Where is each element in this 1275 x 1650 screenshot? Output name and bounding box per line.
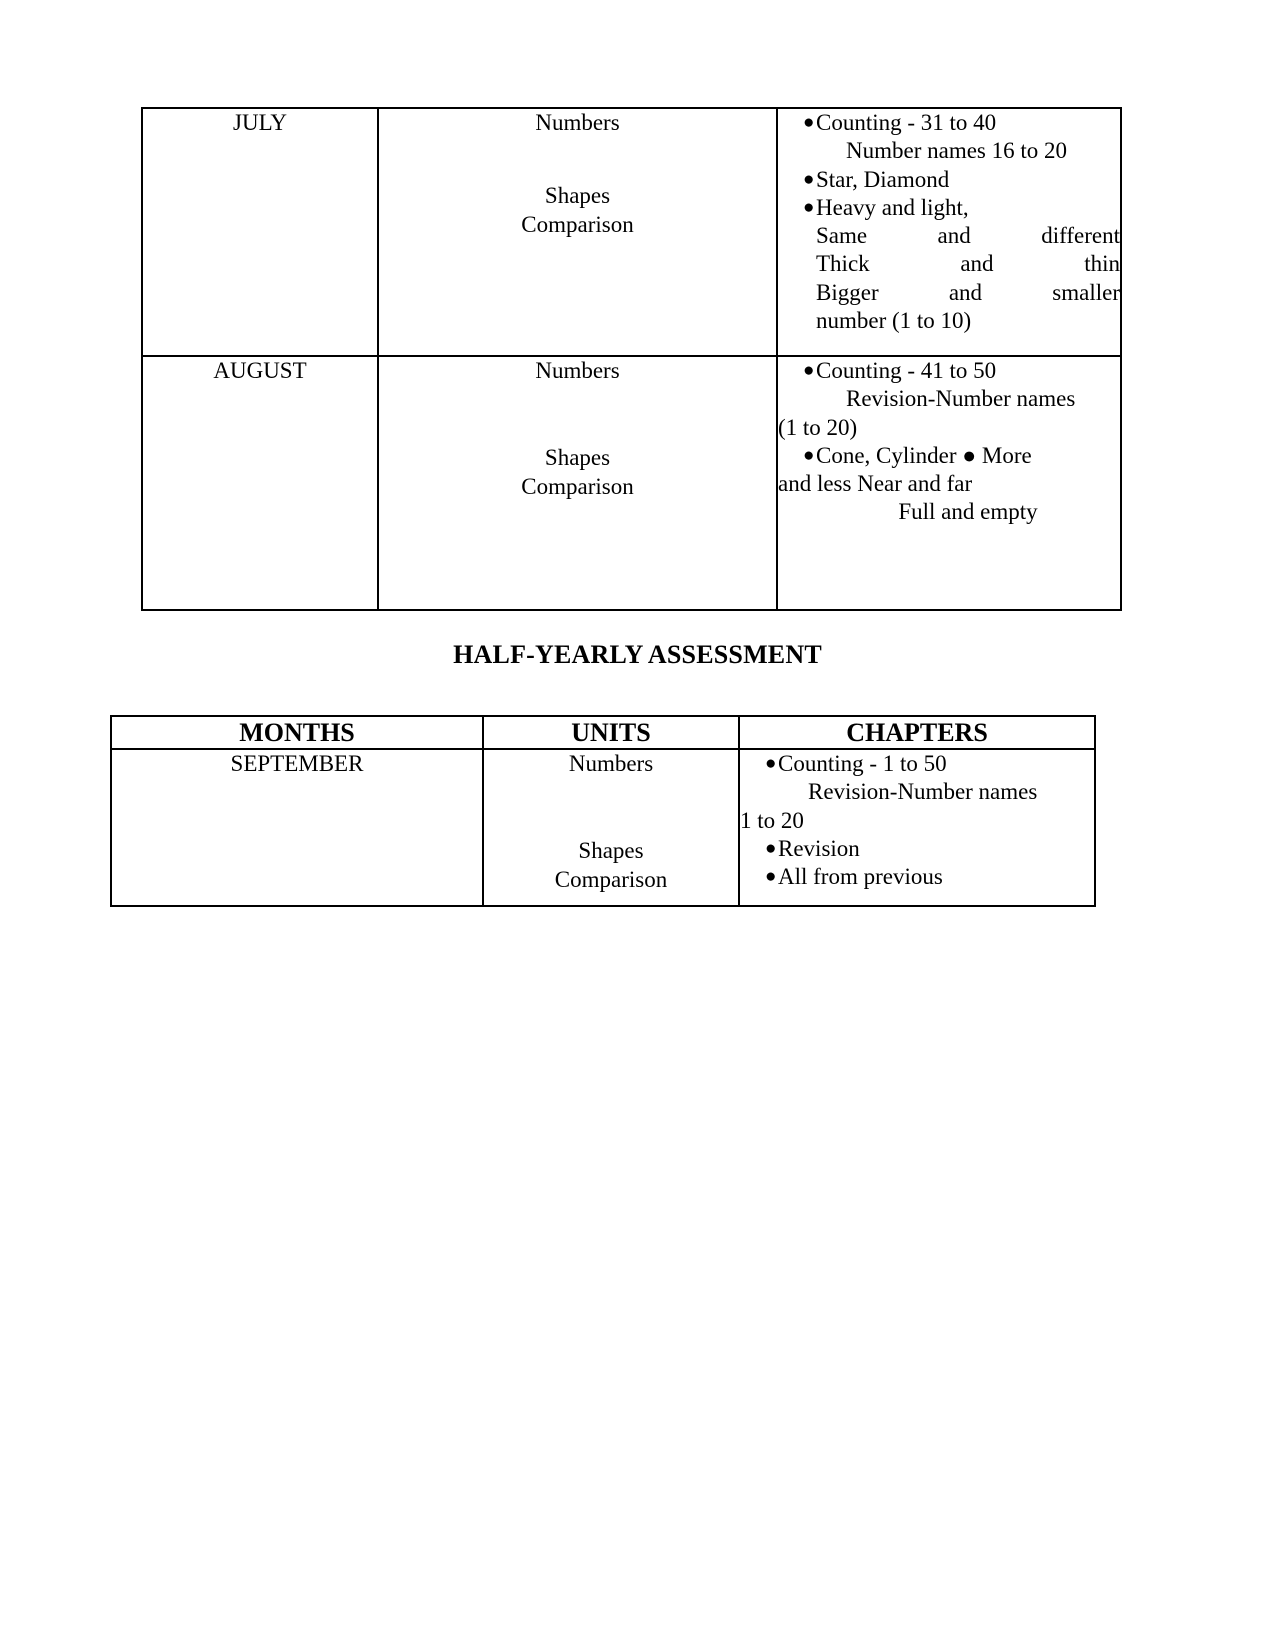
chapter-line: Bigger and smaller	[816, 279, 1120, 305]
chapters-cell	[777, 108, 1121, 356]
chapter-line: Thick and thin	[816, 251, 1120, 277]
chapter-line: Counting - 41 to 50	[816, 358, 997, 383]
list-item	[778, 357, 1120, 442]
chapter-line: (1 to 20)	[778, 414, 858, 440]
column-header-chapters: CHAPTERS	[739, 716, 1095, 749]
chapter-line: number (1 to 10)	[816, 307, 972, 333]
list-item	[778, 442, 1120, 527]
list-item	[740, 863, 1094, 891]
unit-spacer	[379, 386, 776, 444]
month-cell	[111, 749, 483, 906]
chapters-cell	[739, 749, 1095, 906]
unit-item: Comparison	[554, 866, 668, 892]
month-label: AUGUST	[213, 358, 307, 383]
units-cell	[483, 749, 739, 906]
month-label: JULY	[233, 110, 287, 135]
list-item	[778, 194, 1120, 335]
list-item	[740, 750, 1094, 835]
table-row	[111, 749, 1095, 906]
list-item-text	[816, 109, 1120, 166]
unit-item: Comparison	[521, 211, 634, 237]
syllabus-table-july-august	[141, 107, 1122, 611]
unit-item: Shapes	[578, 837, 644, 863]
list-item-text	[816, 194, 1120, 335]
bullet-icon: ●	[765, 866, 777, 888]
chapter-line: Full and empty	[898, 499, 1038, 525]
bullet-icon: ●	[803, 168, 815, 190]
list-item-text	[778, 835, 1094, 863]
syllabus-table-september	[110, 715, 1096, 907]
list-item-text	[778, 357, 1120, 442]
unit-item: Shapes	[544, 182, 611, 208]
chapter-line: All from previous	[778, 864, 943, 890]
list-item	[740, 835, 1094, 863]
page-title: HALF-YEARLY ASSESSMENT	[453, 640, 822, 669]
chapter-line: Counting - 1 to 50	[778, 751, 947, 777]
table-header-row	[111, 716, 1095, 749]
column-header-units: UNITS	[483, 716, 739, 749]
list-item	[778, 109, 1120, 166]
chapter-line: and less Near and far	[778, 471, 973, 497]
bullet-icon: ●	[803, 196, 815, 218]
column-header-months: MONTHS	[111, 716, 483, 749]
chapter-line: Number names 16 to 20	[846, 138, 1068, 164]
bullet-icon: ●	[765, 753, 777, 775]
chapters-cell	[777, 356, 1121, 610]
month-cell	[142, 356, 378, 610]
month-cell	[142, 108, 378, 356]
month-label: SEPTEMBER	[230, 751, 364, 777]
chapter-line: Cone, Cylinder ● More	[816, 442, 1032, 468]
chapter-line: 1 to 20	[740, 807, 804, 833]
chapter-line: Revision-Number names	[846, 386, 1076, 412]
bullet-icon: ●	[765, 838, 777, 860]
chapters-list	[740, 750, 1094, 891]
bullet-icon: ●	[803, 444, 815, 466]
bullet-icon: ●	[803, 360, 815, 381]
list-item	[778, 166, 1120, 194]
chapter-line: Counting - 31 to 40	[816, 110, 997, 135]
chapter-line: Star, Diamond	[816, 166, 950, 192]
list-item-text	[816, 166, 1120, 194]
list-item-text	[778, 863, 1094, 891]
units-cell	[378, 356, 777, 610]
table-row	[142, 356, 1121, 610]
chapter-line: Same and different	[816, 223, 1120, 249]
unit-item: Numbers	[535, 110, 620, 135]
bullet-icon: ●	[803, 112, 815, 133]
unit-spacer	[379, 138, 776, 182]
unit-item: Shapes	[544, 444, 611, 470]
unit-item: Numbers	[535, 358, 620, 383]
units-cell	[378, 108, 777, 356]
list-item-text	[778, 442, 1120, 527]
list-item-text	[740, 750, 1094, 835]
chapter-line: Revision-Number names	[808, 779, 1038, 805]
chapters-list	[778, 357, 1120, 527]
unit-spacer	[484, 779, 738, 837]
chapters-list	[778, 109, 1120, 335]
unit-item: Numbers	[568, 751, 654, 777]
chapter-line: Revision	[778, 836, 860, 862]
unit-item: Comparison	[521, 473, 634, 499]
chapter-line: Heavy and light,	[816, 194, 969, 220]
table-row	[142, 108, 1121, 356]
